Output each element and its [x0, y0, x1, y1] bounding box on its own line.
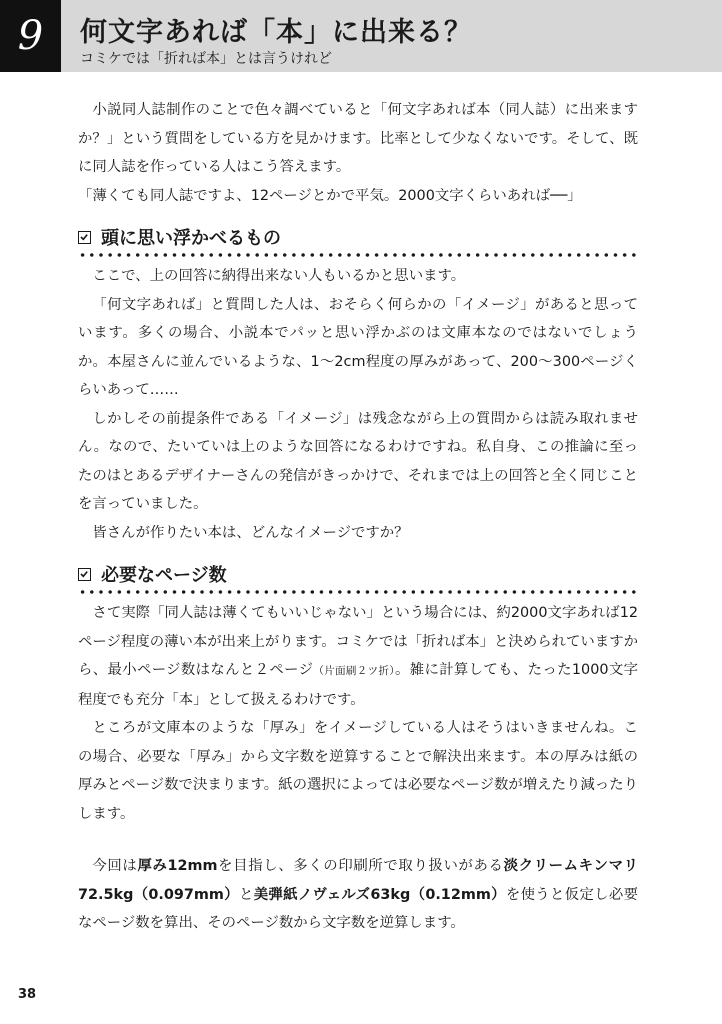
chapter-title: 何文字あれば「本」に出来る？ [80, 17, 472, 48]
chapter-number: 9 [17, 13, 44, 59]
intro-paragraph: 小説同人誌制作のことで色々調べていると「何文字あれば本（同人誌）に出来ますか？」という質問をしている方を見かけます。比率として少なくないです。そして、既に同人誌を作っている人はこう答えます。 [78, 102, 638, 175]
text-span: を使うと仮定し必要なページ数を算出、そのページ数から文字数を逆算します。 [78, 886, 638, 931]
body-paragraph: しかしその前提条件である「イメージ」は残念ながら上の質問からは読み取れません。なので、たいていは上のような回答になるわけですね。私自身、この推論に至ったのはとあるデザイナーさんの発信がきっかけで、それまでは上の回答と全く同じことを言っていました。 [78, 410, 638, 512]
text-span: を目指し、多くの印刷所で取り扱いがある [217, 858, 504, 874]
text-span: 今回は [92, 858, 138, 874]
print-note: （片面刷２ツ折） [313, 665, 395, 677]
body-paragraph [78, 852, 638, 938]
emphasis: 厚み12mm [137, 858, 218, 874]
chapter-subtitle: コミケでは「折れば本」とは言うけれど [80, 51, 332, 67]
text-span: 。雑に計算しても、たった1000文字程度でも充分「本」として扱えるわけです。 [78, 662, 639, 708]
section-title: 頭に思い浮かべるもの [101, 228, 281, 249]
body-paragraph [78, 599, 638, 714]
spacer [78, 828, 638, 852]
chapter-number-box [0, 0, 61, 72]
intro-quote: 「薄くても同人誌ですよ、12ページとかで平気。2000文字くらいあれば──」 [78, 187, 582, 204]
emphasis: 淡クリームキンマリ72.5kg（0.097mm） [78, 858, 638, 903]
checkbox-icon [78, 231, 91, 244]
dotted-divider [78, 589, 638, 595]
text-span: さて実際「同人誌は薄くてもいいじゃない」という場合には、約2000文字あれば12ページ程度の薄い本が出来上がります。コミケでは「折れば本」と決められていますから、最小ページ数はなんと２ページ [78, 605, 638, 678]
body-paragraph: ここで、上の回答に納得出来ない人もいるかと思います。 [92, 268, 466, 284]
section-heading [78, 559, 638, 589]
text-span: と [238, 886, 254, 903]
checkbox-icon [78, 568, 91, 581]
page-number: 38 [18, 987, 37, 1002]
emphasis: 美弾紙ノヴェルズ63kg（0.12mm） [253, 886, 506, 903]
chapter-header [0, 0, 722, 72]
section-title: 必要なページ数 [101, 565, 227, 586]
section-heading [78, 222, 638, 252]
body-paragraph: ところが文庫本のような「厚み」をイメージしている人はそうはいきませんね。この場合、必要な「厚み」から文字数を逆算することで解決出来ます。本の厚みは紙の厚みとページ数で決まります。紙の選択によっては必要なページ数が増えたり減ったりします。 [78, 720, 638, 822]
main-content [78, 96, 638, 938]
body-paragraph: 「何文字あれば」と質問した人は、おそらく何らかの「イメージ」があると思っています。多くの場合、小説本でパッと思い浮かぶのは文庫本なのではないでしょうか。本屋さんに並んでいるような、1〜2cm程度の厚みがあって、200〜300ページくらいあって…… [78, 296, 638, 398]
dotted-divider [78, 252, 638, 258]
body-paragraph: 皆さんが作りたい本は、どんなイメージですか？ [92, 524, 409, 541]
